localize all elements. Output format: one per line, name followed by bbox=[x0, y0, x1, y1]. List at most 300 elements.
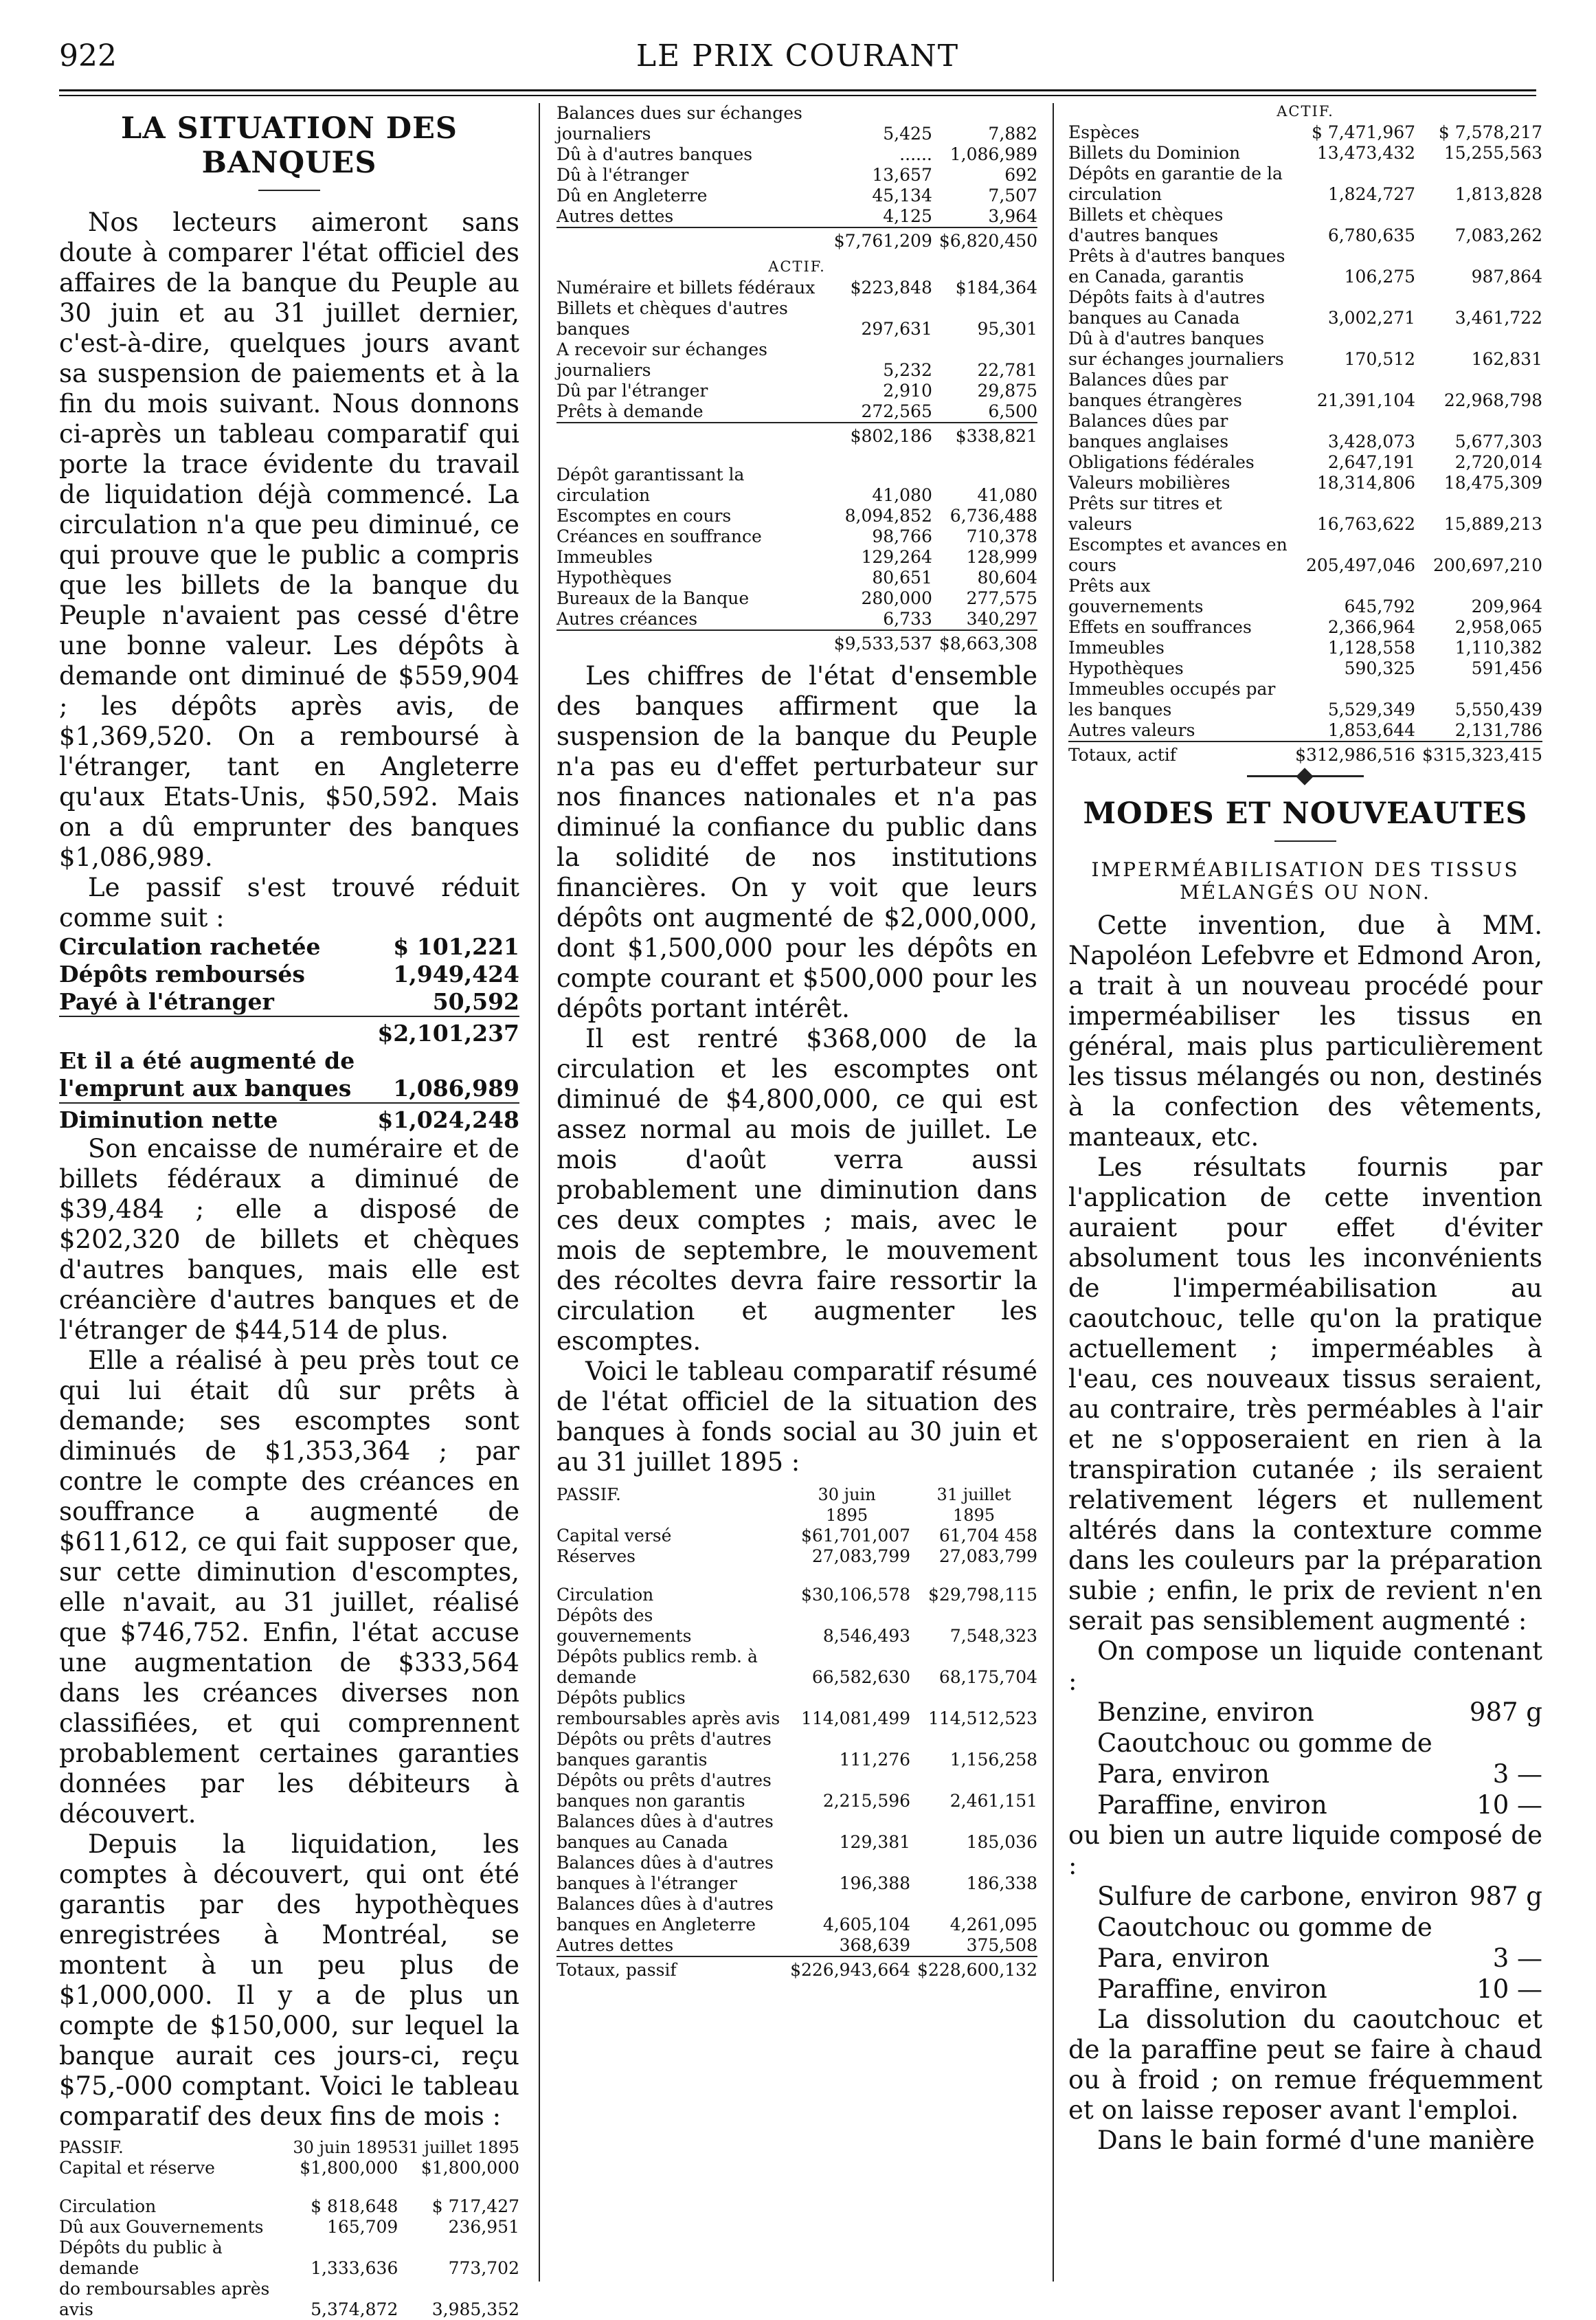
table-row bbox=[1068, 617, 1542, 638]
row-value: 987,864 bbox=[1471, 267, 1542, 287]
row-value: 66,582,630 bbox=[811, 1667, 911, 1687]
row-value: 1,086,989 bbox=[393, 1075, 519, 1102]
ingredient-label: Paraffine, environ bbox=[1097, 1974, 1327, 2004]
row-value: 8,094,852 bbox=[844, 506, 932, 526]
paragraph: Dans le bain formé d'une manière bbox=[1097, 2126, 1535, 2155]
row-label: Dû à l'étranger bbox=[557, 165, 689, 185]
table-caption: ACTIF. bbox=[768, 258, 826, 275]
table-row bbox=[557, 103, 1037, 144]
row-label: Capital versé bbox=[557, 1526, 672, 1546]
row-value: 111,276 bbox=[839, 1750, 911, 1770]
row-label: Circulation bbox=[557, 1585, 654, 1605]
row-value: 3,461,722 bbox=[1454, 308, 1542, 328]
list-item bbox=[1097, 1728, 1542, 1789]
row-value: 162,831 bbox=[1471, 349, 1542, 369]
row-value: 5,374,872 bbox=[311, 2299, 398, 2319]
row-label: Capital et réserve bbox=[59, 2158, 215, 2178]
row-value: 1,813,828 bbox=[1454, 184, 1542, 204]
row-label: Hypothèques bbox=[557, 568, 672, 588]
ingredient-label: Benzine, environ bbox=[1097, 1697, 1314, 1727]
table-row bbox=[59, 2238, 519, 2279]
row-value: 129,264 bbox=[861, 547, 932, 567]
row-label: Immeubles bbox=[557, 547, 653, 567]
column-1 bbox=[59, 103, 519, 2319]
row-value: 7,083,262 bbox=[1454, 225, 1542, 245]
row-label: Dépôt garantissant la circulation bbox=[557, 465, 745, 505]
paragraph: Il est rentré $368,000 de la circulation et les escomptes ont diminué de $4,800,000, ce qui est assez normal au mois de juillet. Le mois d'août verra aussi probablement une diminution dans ces deux comptes ; mais, avec le mois de septembre, le mouvement des récoltes devra faire ressortir la circulation et augmenter les escomptes. bbox=[557, 1024, 1037, 1356]
row-value: 18,475,309 bbox=[1443, 473, 1542, 493]
table-row bbox=[1068, 679, 1542, 720]
ingredient-label: Paraffine, environ bbox=[1097, 1790, 1327, 1820]
row-value: 21,391,104 bbox=[1316, 390, 1416, 410]
row-label: Et il a été augmenté de l'emprunt aux banques bbox=[59, 1047, 355, 1102]
table-row bbox=[557, 1894, 1037, 1935]
table-row bbox=[59, 961, 519, 988]
row-value: 1,128,558 bbox=[1327, 638, 1416, 658]
row-value: $1,024,248 bbox=[377, 1103, 519, 1134]
row-value: 236,951 bbox=[448, 2217, 519, 2237]
row-value: $6,820,450 bbox=[932, 227, 1037, 252]
table-row bbox=[557, 278, 1037, 298]
row-value: 2,910 bbox=[883, 381, 932, 401]
row-value: 2,131,786 bbox=[1454, 720, 1542, 740]
row-value: 2,720,014 bbox=[1454, 452, 1542, 472]
row-value: 196,388 bbox=[839, 1873, 911, 1893]
row-label: Numéraire et billets fédéraux bbox=[557, 278, 816, 298]
row-value: $9,533,537 bbox=[827, 630, 932, 654]
table-row bbox=[557, 1526, 1037, 1546]
comparison-table bbox=[59, 2137, 519, 2320]
row-value: 50,592 bbox=[432, 988, 519, 1015]
column-header: PASSIF. bbox=[557, 1485, 621, 1504]
row-label: Hypothèques bbox=[1068, 658, 1184, 678]
row-value: 80,604 bbox=[977, 568, 1037, 588]
row-value: 375,508 bbox=[966, 1935, 1037, 1955]
journal-title: LE PRIX COURANT bbox=[636, 38, 960, 74]
row-label: Balances dûes à d'autres banques au Canada bbox=[557, 1811, 774, 1852]
table-total-row bbox=[557, 630, 1037, 654]
table-row bbox=[557, 1585, 1037, 1605]
table-caption: ACTIF. bbox=[1277, 103, 1334, 120]
table-row bbox=[59, 933, 519, 961]
row-label: Escomptes et avances en cours bbox=[1068, 535, 1288, 575]
table-row bbox=[557, 381, 1037, 401]
list-item bbox=[1097, 1697, 1542, 1728]
row-value: 3,002,271 bbox=[1327, 308, 1416, 328]
row-value: 4,261,095 bbox=[949, 1915, 1037, 1934]
table-row bbox=[1068, 493, 1542, 535]
row-value: 5,550,439 bbox=[1454, 700, 1542, 720]
row-value: 98,766 bbox=[872, 526, 932, 546]
row-value: 68,175,704 bbox=[939, 1667, 1037, 1687]
row-value: 1,949,424 bbox=[393, 961, 519, 988]
paragraph: Les chiffres de l'état d'ensemble des banques affirment que la suspension de la banque du Peuple n'a pas eu d'effet perturbateur sur nos finances nationales et n'a pas diminué la confiance du public dans la solidité de nos institutions financières. On y voit que leurs dépôts ont augmenté de $2,000,000, dont $1,500,000 pour les dépôts en compte courant et $500,000 pour les dépôts portant intérêt. bbox=[557, 661, 1037, 1023]
row-value: $228,600,132 bbox=[910, 1956, 1037, 1981]
row-label: Balances dûes par banques anglaises bbox=[1068, 411, 1229, 451]
table-total-row bbox=[59, 1103, 519, 1134]
column-divider bbox=[1053, 103, 1054, 2282]
table-row bbox=[557, 465, 1037, 506]
list-item bbox=[1097, 1974, 1542, 2005]
table-row bbox=[557, 568, 1037, 588]
row-label: Balances dûes par banques étrangères bbox=[1068, 370, 1242, 410]
row-value: 29,875 bbox=[977, 381, 1037, 401]
row-value: 297,631 bbox=[861, 319, 932, 339]
table-row bbox=[59, 988, 519, 1016]
row-value: 3,428,073 bbox=[1327, 432, 1416, 451]
table-row bbox=[557, 401, 1037, 423]
row-value: 2,215,596 bbox=[822, 1791, 911, 1811]
row-value: $802,186 bbox=[827, 423, 932, 447]
paragraph: Le passif s'est trouvé réduit comme suit : bbox=[59, 873, 519, 933]
row-value: 128,999 bbox=[966, 547, 1037, 567]
header-rule-thin bbox=[59, 95, 1536, 96]
row-value: 15,889,213 bbox=[1443, 514, 1542, 534]
row-value: 590,325 bbox=[1344, 658, 1416, 678]
passif-table-continued bbox=[557, 103, 1037, 252]
column-3 bbox=[1068, 103, 1542, 2295]
row-value: $ 717,427 bbox=[431, 2196, 519, 2216]
row-label: Billets et chèques d'autres banques bbox=[557, 298, 788, 339]
row-label: Dû par l'étranger bbox=[557, 381, 708, 401]
row-value: $226,943,664 bbox=[783, 1956, 910, 1981]
row-label: Circulation bbox=[59, 2196, 157, 2216]
table-row bbox=[557, 298, 1037, 339]
row-value: 692 bbox=[1004, 165, 1037, 185]
table-row bbox=[59, 1047, 519, 1103]
row-value: 368,639 bbox=[839, 1935, 911, 1955]
row-label: Obligations fédérales bbox=[1068, 452, 1255, 472]
table-row bbox=[557, 1546, 1037, 1567]
row-label: Réserves bbox=[557, 1546, 636, 1566]
row-label: Balances dûes à d'autres banques à l'étranger bbox=[557, 1853, 774, 1893]
table-row bbox=[557, 1853, 1037, 1894]
row-value: 200,697,210 bbox=[1432, 555, 1542, 575]
row-value: 1,086,989 bbox=[949, 144, 1037, 164]
table-row bbox=[1068, 658, 1542, 679]
table-row bbox=[557, 339, 1037, 381]
row-label: Dépôts faits à d'autres banques au Canada bbox=[1068, 287, 1266, 328]
column-2 bbox=[557, 103, 1037, 2295]
table-row bbox=[1068, 720, 1542, 741]
ingredient-amount: 10 — bbox=[1476, 1974, 1542, 2004]
ingredient-label: Caoutchouc ou gomme de Para, environ bbox=[1097, 1912, 1432, 1973]
row-label: Valeurs mobilières bbox=[1068, 473, 1230, 493]
table-row bbox=[557, 547, 1037, 568]
row-value: 591,456 bbox=[1471, 658, 1542, 678]
page-header bbox=[59, 38, 1536, 80]
row-label: Autres créances bbox=[557, 609, 698, 629]
row-value: 4,125 bbox=[883, 206, 932, 226]
row-label: Dépôts du public à demande bbox=[59, 2238, 223, 2278]
table-row bbox=[1068, 473, 1542, 493]
row-value: $184,364 bbox=[955, 278, 1037, 298]
table-row bbox=[557, 1935, 1037, 1956]
paragraph: Depuis la liquidation, les comptes à découvert, qui ont été garantis par des hypothèques enregistrées à Montréal, se montent à un peu plus de $1,000,000. Il y a de plus un compte de $150,000, sur lequel la banque aurait ces jours-ci, reçu $75,-000 comptant. Voici le tableau comparatif des deux fins de mois : bbox=[59, 1829, 519, 2131]
row-label: Dépôts publics remboursables après avis bbox=[557, 1688, 780, 1728]
page-number: 922 bbox=[59, 38, 117, 74]
row-label: Billets et chèques d'autres banques bbox=[1068, 205, 1224, 245]
paragraph: ou bien un autre liquide composé de : bbox=[1068, 1820, 1542, 1880]
row-label: Payé à l'étranger bbox=[59, 988, 274, 1015]
row-value: 277,575 bbox=[966, 588, 1037, 608]
row-value: 15,255,563 bbox=[1443, 143, 1542, 163]
row-label: Prêts à d'autres banques en Canada, garantis bbox=[1068, 246, 1285, 287]
row-label: Dépôts des gouvernements bbox=[557, 1605, 692, 1646]
row-value: $30,106,578 bbox=[801, 1585, 911, 1605]
row-value: 1,824,727 bbox=[1327, 184, 1416, 204]
table-row bbox=[557, 144, 1037, 165]
article-heading: MODES ET NOUVEAUTES bbox=[1083, 796, 1528, 831]
row-value: 106,275 bbox=[1344, 267, 1416, 287]
table-total-row bbox=[557, 1956, 1037, 1981]
ingredient-amount: 987 g bbox=[1469, 1697, 1542, 1727]
table-total-row bbox=[59, 1016, 519, 1047]
table-row bbox=[59, 2279, 519, 2320]
column-header: 1895 bbox=[952, 1506, 996, 1525]
row-value: 13,473,432 bbox=[1316, 143, 1416, 163]
table-row bbox=[59, 2217, 519, 2238]
table-row bbox=[1068, 122, 1542, 143]
row-value: 27,083,799 bbox=[811, 1546, 911, 1566]
row-value: 16,763,622 bbox=[1316, 514, 1416, 534]
row-value: $ 7,578,217 bbox=[1438, 122, 1542, 142]
row-label: Dépôts remboursés bbox=[59, 961, 305, 988]
article-subheading: IMPERMÉABILISATION DES TISSUS MÉLANGÉS OU NON. bbox=[1091, 858, 1520, 904]
table-header bbox=[59, 2137, 519, 2158]
reduction-table bbox=[59, 933, 519, 1134]
row-value: $61,701,007 bbox=[801, 1526, 911, 1546]
table-row bbox=[557, 506, 1037, 526]
table-row bbox=[557, 186, 1037, 206]
row-label: Billets du Dominion bbox=[1068, 143, 1241, 163]
row-value: ...... bbox=[899, 144, 932, 164]
row-label: Dépôts publics remb. à demande bbox=[557, 1647, 758, 1687]
row-value: $ 818,648 bbox=[311, 2196, 398, 2216]
table-row bbox=[557, 526, 1037, 547]
column-header: 30 juin bbox=[818, 1485, 876, 1504]
row-value: 1,110,382 bbox=[1454, 638, 1542, 658]
table-total-row bbox=[1068, 741, 1542, 766]
row-value: 114,512,523 bbox=[928, 1708, 1037, 1728]
row-value: 7,507 bbox=[988, 186, 1037, 205]
ingredient-amount: 3 — bbox=[1492, 1759, 1542, 1789]
row-label: Dû en Angleterre bbox=[557, 186, 708, 205]
row-value: 1,853,644 bbox=[1327, 720, 1416, 740]
table-row bbox=[59, 2158, 519, 2178]
ingredient-amount: 987 g bbox=[1469, 1882, 1542, 1911]
ingredient-amount: 3 — bbox=[1492, 1943, 1542, 1973]
ornament-divider bbox=[1247, 775, 1364, 777]
table-row bbox=[557, 165, 1037, 186]
row-label: Effets en souffrances bbox=[1068, 617, 1252, 637]
table-row bbox=[1068, 246, 1542, 287]
recipe-list bbox=[1097, 1881, 1542, 2005]
ingredient-amount: 10 — bbox=[1476, 1790, 1542, 1820]
table-total-row bbox=[557, 227, 1037, 252]
row-label: Prêts aux gouvernements bbox=[1068, 576, 1204, 616]
heading-rule bbox=[1274, 840, 1336, 842]
row-value: 205,497,046 bbox=[1306, 555, 1416, 575]
row-value: 5,232 bbox=[883, 360, 932, 380]
table-row bbox=[1068, 143, 1542, 164]
row-value: 22,968,798 bbox=[1443, 390, 1542, 410]
row-value: 2,461,151 bbox=[949, 1791, 1037, 1811]
row-label: Autres valeurs bbox=[1068, 720, 1195, 740]
paragraph: Nos lecteurs aimeront sans doute à comparer l'état officiel des affaires de la banque du Peuple au 30 juin et au 31 juillet dernier, c'est-à-dire, quelques jours avant sa suspension de paiements et à la fin du mois suivant. Nous donnons ci-après un tableau comparatif qui porte la trace évidente du travail de liquidation déjà commencé. La circulation n'a que peu diminué, ce qui prouve que le public a compris que les billets de la banque du Peuple n'avaient pas cessé d'être une bonne valeur. Les dépôts à demande ont diminué de $559,904 ; les dépôts après avis, de $1,369,520. On a remboursé à l'étranger, tant en Angleterre qu'aux Etats-Unis, $50,592. Mais on a dû emprunter des banques $1,086,989. bbox=[59, 208, 519, 872]
table-row bbox=[557, 609, 1037, 630]
table-row bbox=[1068, 164, 1542, 205]
row-value: 165,709 bbox=[326, 2217, 398, 2237]
row-value: 5,425 bbox=[883, 124, 932, 144]
row-value: 186,338 bbox=[966, 1873, 1037, 1893]
row-value: 2,366,964 bbox=[1327, 617, 1416, 637]
row-label: Diminution nette bbox=[59, 1103, 377, 1134]
column-header: 30 juin 1895 bbox=[293, 2138, 398, 2157]
row-value: 95,301 bbox=[977, 319, 1037, 339]
paragraph: Elle a réalisé à peu près tout ce qui lui était dû sur prêts à demande; ses escomptes sont diminués de $1,353,364 ; par contre le compte des créances en souffrance a augmenté de $611,612, ce qui fait supposer que, sur cette diminution d'escomptes, elle n'avait, au 31 juillet, réalisé que $746,752. Enfin, l'état accuse une augmentation de $333,564 dans les créances diverses non classifiées, et qui comprennent probablement certaines garanties données par les débiteurs à découvert. bbox=[59, 1346, 519, 1829]
row-label: do remboursables après avis bbox=[59, 2279, 270, 2319]
row-value: 185,036 bbox=[966, 1832, 1037, 1852]
column-header: 31 juillet bbox=[936, 1485, 1011, 1504]
column-divider bbox=[539, 103, 540, 2282]
row-label: Immeubles bbox=[1068, 638, 1165, 658]
table-row bbox=[1068, 328, 1542, 370]
table-row bbox=[1068, 535, 1542, 576]
column-header: 31 juillet 1895 bbox=[398, 2138, 519, 2157]
table-total-row bbox=[557, 423, 1037, 447]
list-item bbox=[1097, 1881, 1542, 1912]
column-header: 1895 bbox=[826, 1506, 868, 1525]
table-row bbox=[557, 1647, 1037, 1688]
row-label: Dépôts ou prêts d'autres banques garantis bbox=[557, 1729, 772, 1770]
table-row bbox=[557, 1811, 1037, 1853]
actif-summary-table bbox=[1068, 122, 1542, 766]
row-value: 61,704 458 bbox=[939, 1526, 1037, 1546]
table-row bbox=[1068, 411, 1542, 452]
row-label: Totaux, actif bbox=[1068, 741, 1288, 766]
row-value: 114,081,499 bbox=[801, 1708, 911, 1728]
row-label: A recevoir sur échanges journaliers bbox=[557, 339, 767, 380]
row-value: 6,780,635 bbox=[1327, 225, 1416, 245]
paragraph: Voici le tableau comparatif résumé de l'état officiel de la situation des banques à fonds social au 30 juin et au 31 juillet 1895 : bbox=[557, 1357, 1037, 1477]
row-value: 22,781 bbox=[977, 360, 1037, 380]
row-label: Balances dues sur échanges journaliers bbox=[557, 103, 802, 144]
paragraph: Cette invention, due à MM. Napoléon Lefebvre et Edmond Aron, a trait à un nouveau procédé pour imperméabiliser les tissus en général, mais plus particulièrement les tissus mélangés ou non, destinés à la confection des vêtements, manteaux, etc. bbox=[1068, 911, 1542, 1152]
row-value: 41,080 bbox=[872, 485, 932, 505]
row-label: Bureaux de la Banque bbox=[557, 588, 750, 608]
row-value: 280,000 bbox=[861, 588, 932, 608]
paragraph: La dissolution du caoutchouc et de la paraffine peut se faire à chaud ou à froid ; on remue fréquemment et on laisse reposer avant l'emploi. bbox=[1068, 2005, 1542, 2125]
table-row bbox=[1068, 287, 1542, 328]
row-value: $2,101,237 bbox=[377, 1016, 519, 1047]
row-value: 18,314,806 bbox=[1316, 473, 1416, 493]
table-header bbox=[557, 1484, 1037, 1505]
column-header: PASSIF. bbox=[59, 2138, 124, 2157]
table-row bbox=[557, 1729, 1037, 1770]
row-value: $312,986,516 bbox=[1288, 741, 1415, 766]
paragraph: Les résultats fournis par l'application de cette invention auraient pour effet d'éviter absolument tous les inconvénients de l'imperméabilisation au caoutchouc, telle qu'on la pratique actuellement ; imperméables à l'eau, ces nouveaux tissus seraient, au contraire, très perméables à l'air et ne s'opposeraient en rien à la transpiration cutanée ; ils seraient relativement légers et nullement altérés dans la contexture comme dans les couleurs par la préparation subie ; enfin, le prix de revient n'en serait pas sensiblement augmenté : bbox=[1068, 1152, 1542, 1636]
row-label: Dû à d'autres banques sur échanges journaliers bbox=[1068, 328, 1284, 369]
header-rule bbox=[59, 89, 1536, 91]
row-value: 13,657 bbox=[872, 165, 932, 185]
table-row bbox=[557, 1770, 1037, 1811]
row-value: 170,512 bbox=[1344, 349, 1416, 369]
row-value: 2,647,191 bbox=[1327, 452, 1416, 472]
row-label: Dépôts ou prêts d'autres banques non garantis bbox=[557, 1770, 772, 1811]
row-value: $315,323,415 bbox=[1415, 741, 1542, 766]
row-label: Prêts sur titres et valeurs bbox=[1068, 493, 1222, 534]
row-label: Autres dettes bbox=[557, 1935, 674, 1955]
row-value: 45,134 bbox=[872, 186, 932, 205]
row-value: $1,800,000 bbox=[420, 2158, 519, 2178]
row-label: Espèces bbox=[1068, 122, 1140, 142]
row-value: 7,882 bbox=[988, 124, 1037, 144]
row-label: Immeubles occupés par les banques bbox=[1068, 679, 1276, 720]
table-row bbox=[557, 1605, 1037, 1647]
row-value: $223,848 bbox=[850, 278, 932, 298]
row-value: 340,297 bbox=[966, 609, 1037, 629]
row-value: $ 7,471,967 bbox=[1311, 122, 1416, 142]
row-value: $338,821 bbox=[932, 423, 1037, 447]
row-label: Dû à d'autres banques bbox=[557, 144, 753, 164]
row-value: 7,548,323 bbox=[949, 1626, 1037, 1646]
row-value: 272,565 bbox=[861, 401, 932, 421]
row-value: 4,605,104 bbox=[822, 1915, 911, 1934]
table-row bbox=[1068, 638, 1542, 658]
row-label: Circulation rachetée bbox=[59, 933, 321, 960]
table-row bbox=[557, 588, 1037, 609]
table-row bbox=[557, 1688, 1037, 1729]
row-value: 6,733 bbox=[883, 609, 932, 629]
row-value: 41,080 bbox=[977, 485, 1037, 505]
row-value: $29,798,115 bbox=[928, 1585, 1037, 1605]
row-label: Escomptes en cours bbox=[557, 506, 732, 526]
paragraph: Son encaisse de numéraire et de billets fédéraux a diminué de $39,484 ; elle a disposé de $202,320 de billets et chèques d'autres banques, mais elle est créancière d'autres banques et de l'étranger de $44,514 de plus. bbox=[59, 1134, 519, 1345]
row-value: 129,381 bbox=[839, 1832, 911, 1852]
row-value: 1,333,636 bbox=[311, 2258, 398, 2278]
list-item bbox=[1097, 1912, 1542, 1974]
heading-rule bbox=[258, 190, 320, 191]
table-row bbox=[1068, 370, 1542, 411]
article-heading: LA SITUATION DES BANQUES bbox=[121, 111, 458, 180]
row-label: Autres dettes bbox=[557, 206, 674, 226]
row-label: Créances en souffrance bbox=[557, 526, 762, 546]
table-header bbox=[557, 1505, 1037, 1526]
recipe-list bbox=[1097, 1697, 1542, 1820]
row-value: 2,958,065 bbox=[1454, 617, 1542, 637]
row-value: 6,736,488 bbox=[949, 506, 1037, 526]
table-row bbox=[59, 2196, 519, 2217]
table-row bbox=[557, 206, 1037, 227]
row-value: $1,800,000 bbox=[300, 2158, 398, 2178]
table-row bbox=[1068, 576, 1542, 617]
row-label: Dû aux Gouvernements bbox=[59, 2217, 264, 2237]
row-value: 8,546,493 bbox=[822, 1626, 911, 1646]
row-value: 27,083,799 bbox=[939, 1546, 1037, 1566]
summary-table bbox=[557, 1484, 1037, 1981]
row-value: 3,964 bbox=[988, 206, 1037, 226]
row-value: 710,378 bbox=[966, 526, 1037, 546]
paragraph: On compose un liquide contenant : bbox=[1068, 1636, 1542, 1696]
row-value: 6,500 bbox=[988, 401, 1037, 421]
table-row bbox=[1068, 205, 1542, 246]
row-value: 5,529,349 bbox=[1327, 700, 1416, 720]
ingredient-label: Caoutchouc ou gomme de Para, environ bbox=[1097, 1728, 1432, 1789]
list-item bbox=[1097, 1789, 1542, 1820]
row-value: 773,702 bbox=[448, 2258, 519, 2278]
row-value: 1,156,258 bbox=[949, 1750, 1037, 1770]
